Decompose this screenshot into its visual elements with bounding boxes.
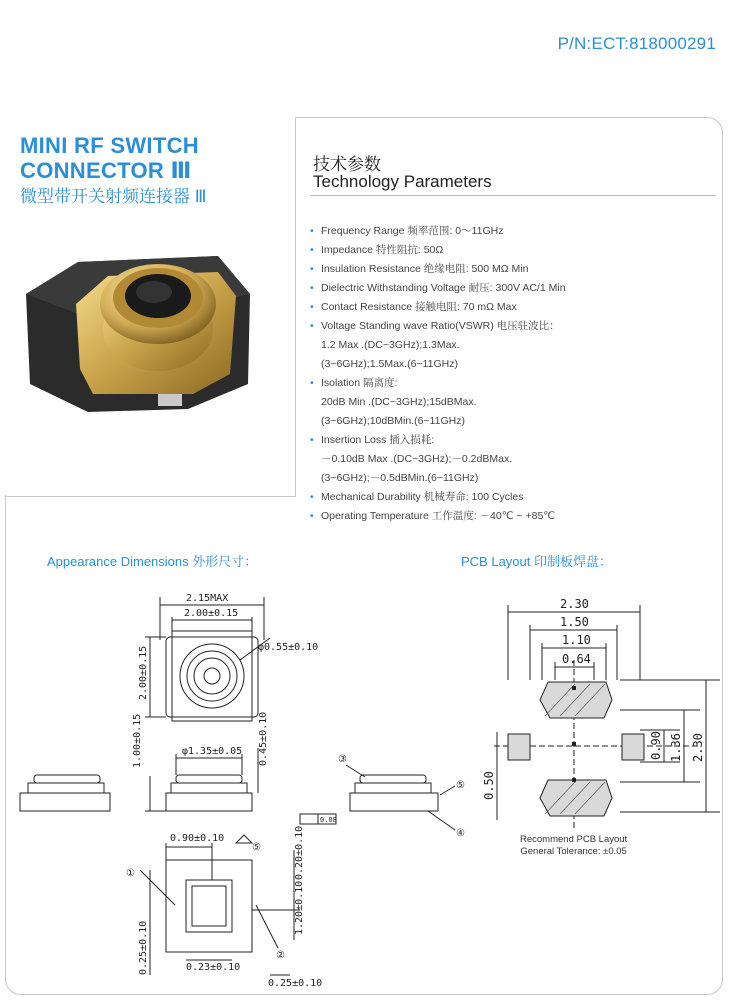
dim-label: 0.08 [320, 816, 337, 824]
dim-label: 0.90±0.10 [170, 833, 225, 844]
list-item [310, 298, 715, 317]
callout-label: ⑤ [252, 842, 261, 853]
dim-label: 1.00±0.15 [132, 713, 143, 768]
bullet-icon: • [310, 225, 314, 237]
bullet-icon: • [310, 282, 314, 294]
params-title-cn: 技术参数 [313, 155, 381, 174]
dim-label: 2.15MAX [186, 593, 229, 604]
pcb-note-line1: Recommend PCB Layout [520, 834, 628, 845]
callout-label: ④ [456, 828, 465, 839]
callout-label: ② [276, 950, 285, 961]
dim-label: 0.45±0.10 [258, 711, 269, 766]
list-item [310, 317, 715, 374]
bullet-icon: • [310, 244, 314, 256]
dim-label: φ1.35±0.05 [182, 746, 243, 757]
param-text: Frequency Range 频率范围: 0～11GHz [321, 225, 504, 237]
params-title: Technology Parameters [313, 172, 492, 191]
product-title [20, 133, 199, 183]
parameter-list [310, 222, 715, 526]
bullet-icon: • [310, 434, 314, 446]
param-text: Mechanical Durability 机械寿命: 100 Cycles [321, 491, 524, 503]
param-text: Contact Resistance 接触电阻: 70 mΩ Max [321, 301, 517, 313]
pcb-dim-label: 2.30 [560, 597, 589, 611]
param-text: Isolation 隔离度: [321, 377, 398, 389]
list-item [310, 222, 715, 241]
part-number: P/N:ECT:818000291 [557, 34, 716, 53]
pcb-dim-label: 1.50 [560, 615, 589, 629]
dim-label: 2.00±0.15 [184, 608, 239, 619]
technical-drawing [0, 575, 730, 1000]
dim-label: φ0.55±0.10 [258, 642, 319, 653]
pcb-note [520, 834, 627, 858]
pcb-dim-label: 2.30 [691, 733, 705, 762]
pcb-dim-label: 0.64 [562, 652, 591, 666]
callout-label: ① [126, 868, 135, 879]
dim-label: 0.20±0.10 [294, 825, 305, 880]
param-text: Insulation Resistance 绝缘电阻: 500 MΩ Min [321, 263, 529, 275]
product-title-line2: CONNECTOR Ⅲ [20, 158, 192, 183]
pcb-dim-label: 1.36 [669, 733, 683, 762]
param-subline: 1.2 Max .(DC~3GHz);1.3Max. [321, 339, 460, 351]
appearance-title: Appearance Dimensions 外形尺寸： [47, 554, 258, 569]
pcb-dim-label: 1.10 [562, 633, 591, 647]
bullet-icon: • [310, 510, 314, 522]
divider [5, 496, 296, 497]
param-subline: －0.10dB Max .(DC~3GHz);－0.2dBMax. [321, 453, 513, 465]
product-title-cn: 微型带开关射频连接器 Ⅲ [20, 187, 207, 206]
bullet-icon: • [310, 263, 314, 275]
callout-label: ⑤ [456, 780, 465, 791]
param-text: Operating Temperature 工作温度: －40℃ ~ +85℃ [321, 510, 556, 522]
pcb-title: PCB Layout 印制板焊盘： [461, 554, 612, 569]
param-subline: (3~6GHz);－0.5dBMin.(6~11GHz) [321, 472, 479, 484]
list-item [310, 488, 715, 507]
list-item [310, 431, 715, 488]
bullet-icon: • [310, 320, 314, 332]
dim-label: 0.25±0.10 [138, 920, 149, 975]
divider [310, 195, 716, 196]
divider [295, 117, 296, 497]
bullet-icon: • [310, 377, 314, 389]
dim-label: 0.23±0.10 [186, 962, 241, 973]
list-item [310, 241, 715, 260]
dim-label: 1.20±0.10 [294, 880, 305, 935]
param-text: Impedance 特性阻抗: 50Ω [321, 244, 444, 256]
list-item [310, 260, 715, 279]
pcb-dim-label: 0.90 [649, 731, 663, 760]
param-text: Insertion Loss 插入损耗: [321, 434, 435, 446]
product-photo [18, 234, 268, 424]
pcb-dim-label: 0.50 [482, 771, 496, 800]
param-subline: 20dB Min .(DC~3GHz);15dBMax. [321, 396, 477, 408]
list-item [310, 279, 715, 298]
bullet-icon: • [310, 301, 314, 313]
bullet-icon: • [310, 491, 314, 503]
param-subline: (3~6GHz);10dBMin.(6~11GHz) [321, 415, 465, 427]
param-text: Dielectric Withstanding Voltage 耐压: 300V AC/1 Min [321, 282, 566, 294]
param-text: Voltage Standing wave Ratio(VSWR) 电压驻波比： [321, 320, 560, 332]
dim-label: 2.00±0.15 [138, 645, 149, 700]
param-subline: (3~6GHz);1.5Max.(6~11GHz) [321, 358, 458, 370]
callout-label: ③ [338, 754, 347, 765]
pcb-note-line2: General Tolerance: ±0.05 [520, 846, 627, 857]
list-item [310, 507, 715, 526]
dim-label: 0.25±0.10 [268, 978, 323, 989]
product-title-line1: MINI RF SWITCH [20, 133, 199, 158]
list-item [310, 374, 715, 431]
